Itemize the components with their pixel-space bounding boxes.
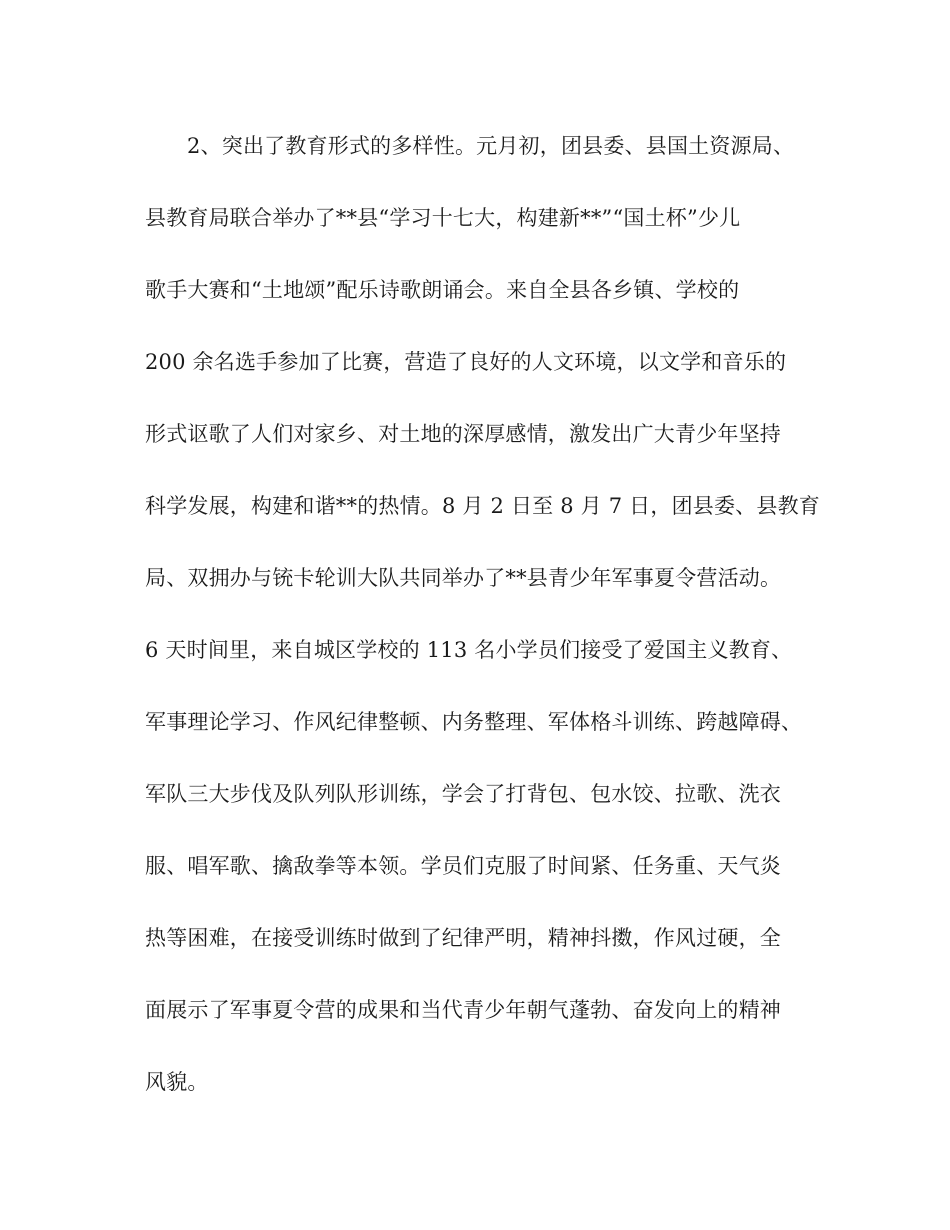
paragraph-line: 局、双拥办与铳卡轮训大队共同举办了**县青少年军事夏令营活动。 (145, 566, 782, 590)
paragraph-line: 服、唱军歌、擒敌拳等本领。学员们克服了时间紧、任务重、天气炎 (145, 854, 781, 878)
paragraph-line: 风貌。 (145, 1070, 209, 1094)
paragraph-line: 热等困难，在接受训练时做到了纪律严明，精神抖擞，作风过硬，全 (145, 926, 781, 950)
paragraph-line: 2、突出了教育形式的多样性。元月初，团县委、县国土资源局、 (187, 134, 795, 158)
paragraph-line: 科学发展，构建和谐**的热情。8 月 2 日至 8 月 7 日，团县委、县教育 (145, 494, 820, 518)
paragraph-line: 军事理论学习、作风纪律整顿、内务整理、军体格斗训练、跨越障碍、 (145, 710, 803, 734)
paragraph-line: 军队三大步伐及队列队形训练，学会了打背包、包水饺、拉歌、洗衣 (145, 782, 781, 806)
body-paragraph (145, 123, 825, 1131)
paragraph-line: 6 天时间里，来自城区学校的 113 名小学员们接受了爱国主义教育、 (145, 638, 793, 662)
paragraph-line: 歌手大赛和“土地颂”配乐诗歌朗诵会。来自全县各乡镇、学校的 (145, 278, 740, 302)
paragraph-line: 200 余名选手参加了比赛，营造了良好的人文环境，以文学和音乐的 (145, 350, 787, 374)
paragraph-line: 县教育局联合举办了**县“学习十七大，构建新**”“国土杯”少儿 (145, 206, 741, 230)
paragraph-line: 形式讴歌了人们对家乡、对土地的深厚感情，激发出广大青少年坚持 (145, 422, 781, 446)
paragraph-line: 面展示了军事夏令营的成果和当代青少年朝气蓬勃、奋发向上的精神 (145, 998, 781, 1022)
